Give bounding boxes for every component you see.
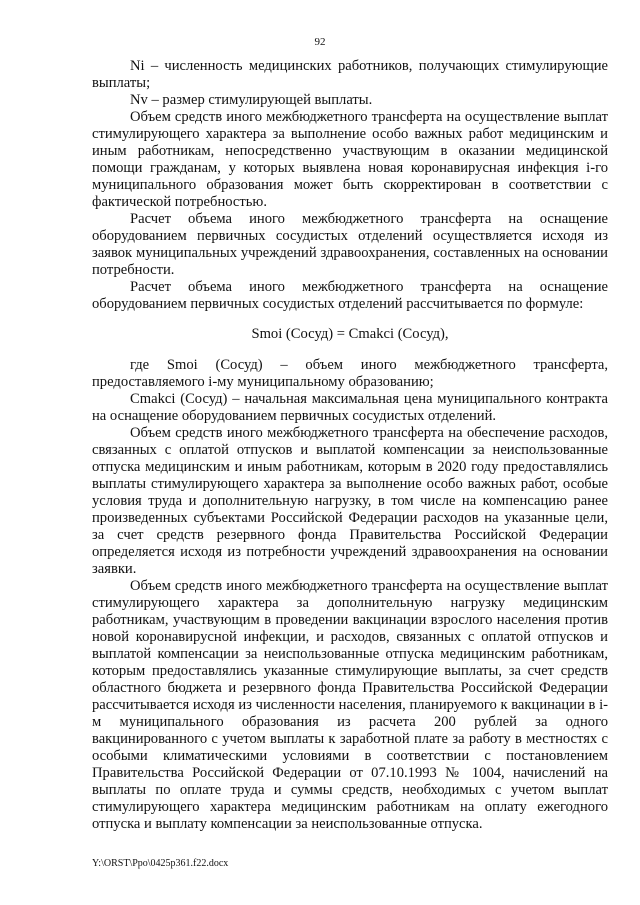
paragraph-smoi-definition: где Smoi (Сосуд) – объем иного межбюджетного трансферта, предоставляемого i-му муниципальному образованию; [92, 357, 608, 390]
paragraph-formula-intro: Расчет объема иного межбюджетного трансферта на оснащение оборудованием первичных сосудистых отделений рассчитывается по формуле: [92, 279, 608, 312]
file-path-footer: Y:\ORST\Ppo\0425p361.f22.docx [92, 858, 229, 869]
paragraph-ni-definition: Ni – численность медицинских работников, получающих стимулирующие выплаты; [92, 58, 608, 91]
formula: Smoi (Сосуд) = Cmakci (Сосуд), [251, 326, 449, 342]
paragraph-correction: Объем средств иного межбюджетного трансферта на осуществление выплат стимулирующего характера за выполнение особо важных работ медицинским и иным работникам, непосредственно участвующим в оказании медицинской помощи гражданам, у которых выявлена новая коронавирусная инфекция i-го муниципального образования может быть скорректирован в соответствии с фактической потребностью. [92, 109, 608, 210]
paragraph-vacation-compensation: Объем средств иного межбюджетного трансферта на обеспечение расходов, связанных с оплатой отпусков и выплатой компенсации за неиспользованные отпуска медицинским и иным работникам, которым в 2020 году предоставлялись выплаты стимулирующего характера за выполнение особо важных работ, особые условия труда и дополнительную нагрузку, в том числе на компенсацию ранее произведенных субъектами Российской Федерации расходов на указанные цели, за счет средств резервного фонда Правительства Российской Федерации определяется исходя из потребности учреждений здравоохранения на основании заявки. [92, 425, 608, 577]
paragraph-cmakci-definition: Cmakci (Сосуд) – начальная максимальная цена муниципального контракта на оснащение оборудованием первичных сосудистых отделений. [92, 391, 608, 424]
paragraph-vaccination-payments: Объем средств иного межбюджетного трансферта на осуществление выплат стимулирующего характера за дополнительную нагрузку медицинским работникам, участвующим в проведении вакцинации взрослого населения против новой коронавирусной инфекции, и расходов, связанных с оплатой отпусков и выплатой компенсации за неиспользованные отпуска медицинским работникам, которым предоставлялись указанные стимулирующие выплаты, за счет средств областного бюджета и резервного фонда Правительства Российской Федерации рассчитывается исходя из численности населения, планируемого к вакцинации в i-м муниципального образования из расчета 200 рублей за одного вакцинированного с учетом выплаты к заработной плате за работу в местностях с особыми климатическими условиями в соответствии с постановлением Правительства Российской Федерации от 07.10.1993 № 1004, начислений на выплаты по оплате труда и суммы средств, необходимых с учетом выплат стимулирующего характера медицинским работникам на оплату ежегодного отпуска и выплату компенсации за неиспользованные отпуска. [92, 578, 608, 832]
paragraph-nv-definition: Nv – размер стимулирующей выплаты. [130, 92, 373, 108]
paragraph-equipment-calc: Расчет объема иного межбюджетного трансферта на оснащение оборудованием первичных сосудистых отделений осуществляется исходя из заявок муниципальных учреждений здравоохранения, составленных на основании потребности. [92, 211, 608, 278]
document-body [92, 58, 608, 833]
page-number: 92 [314, 36, 326, 48]
